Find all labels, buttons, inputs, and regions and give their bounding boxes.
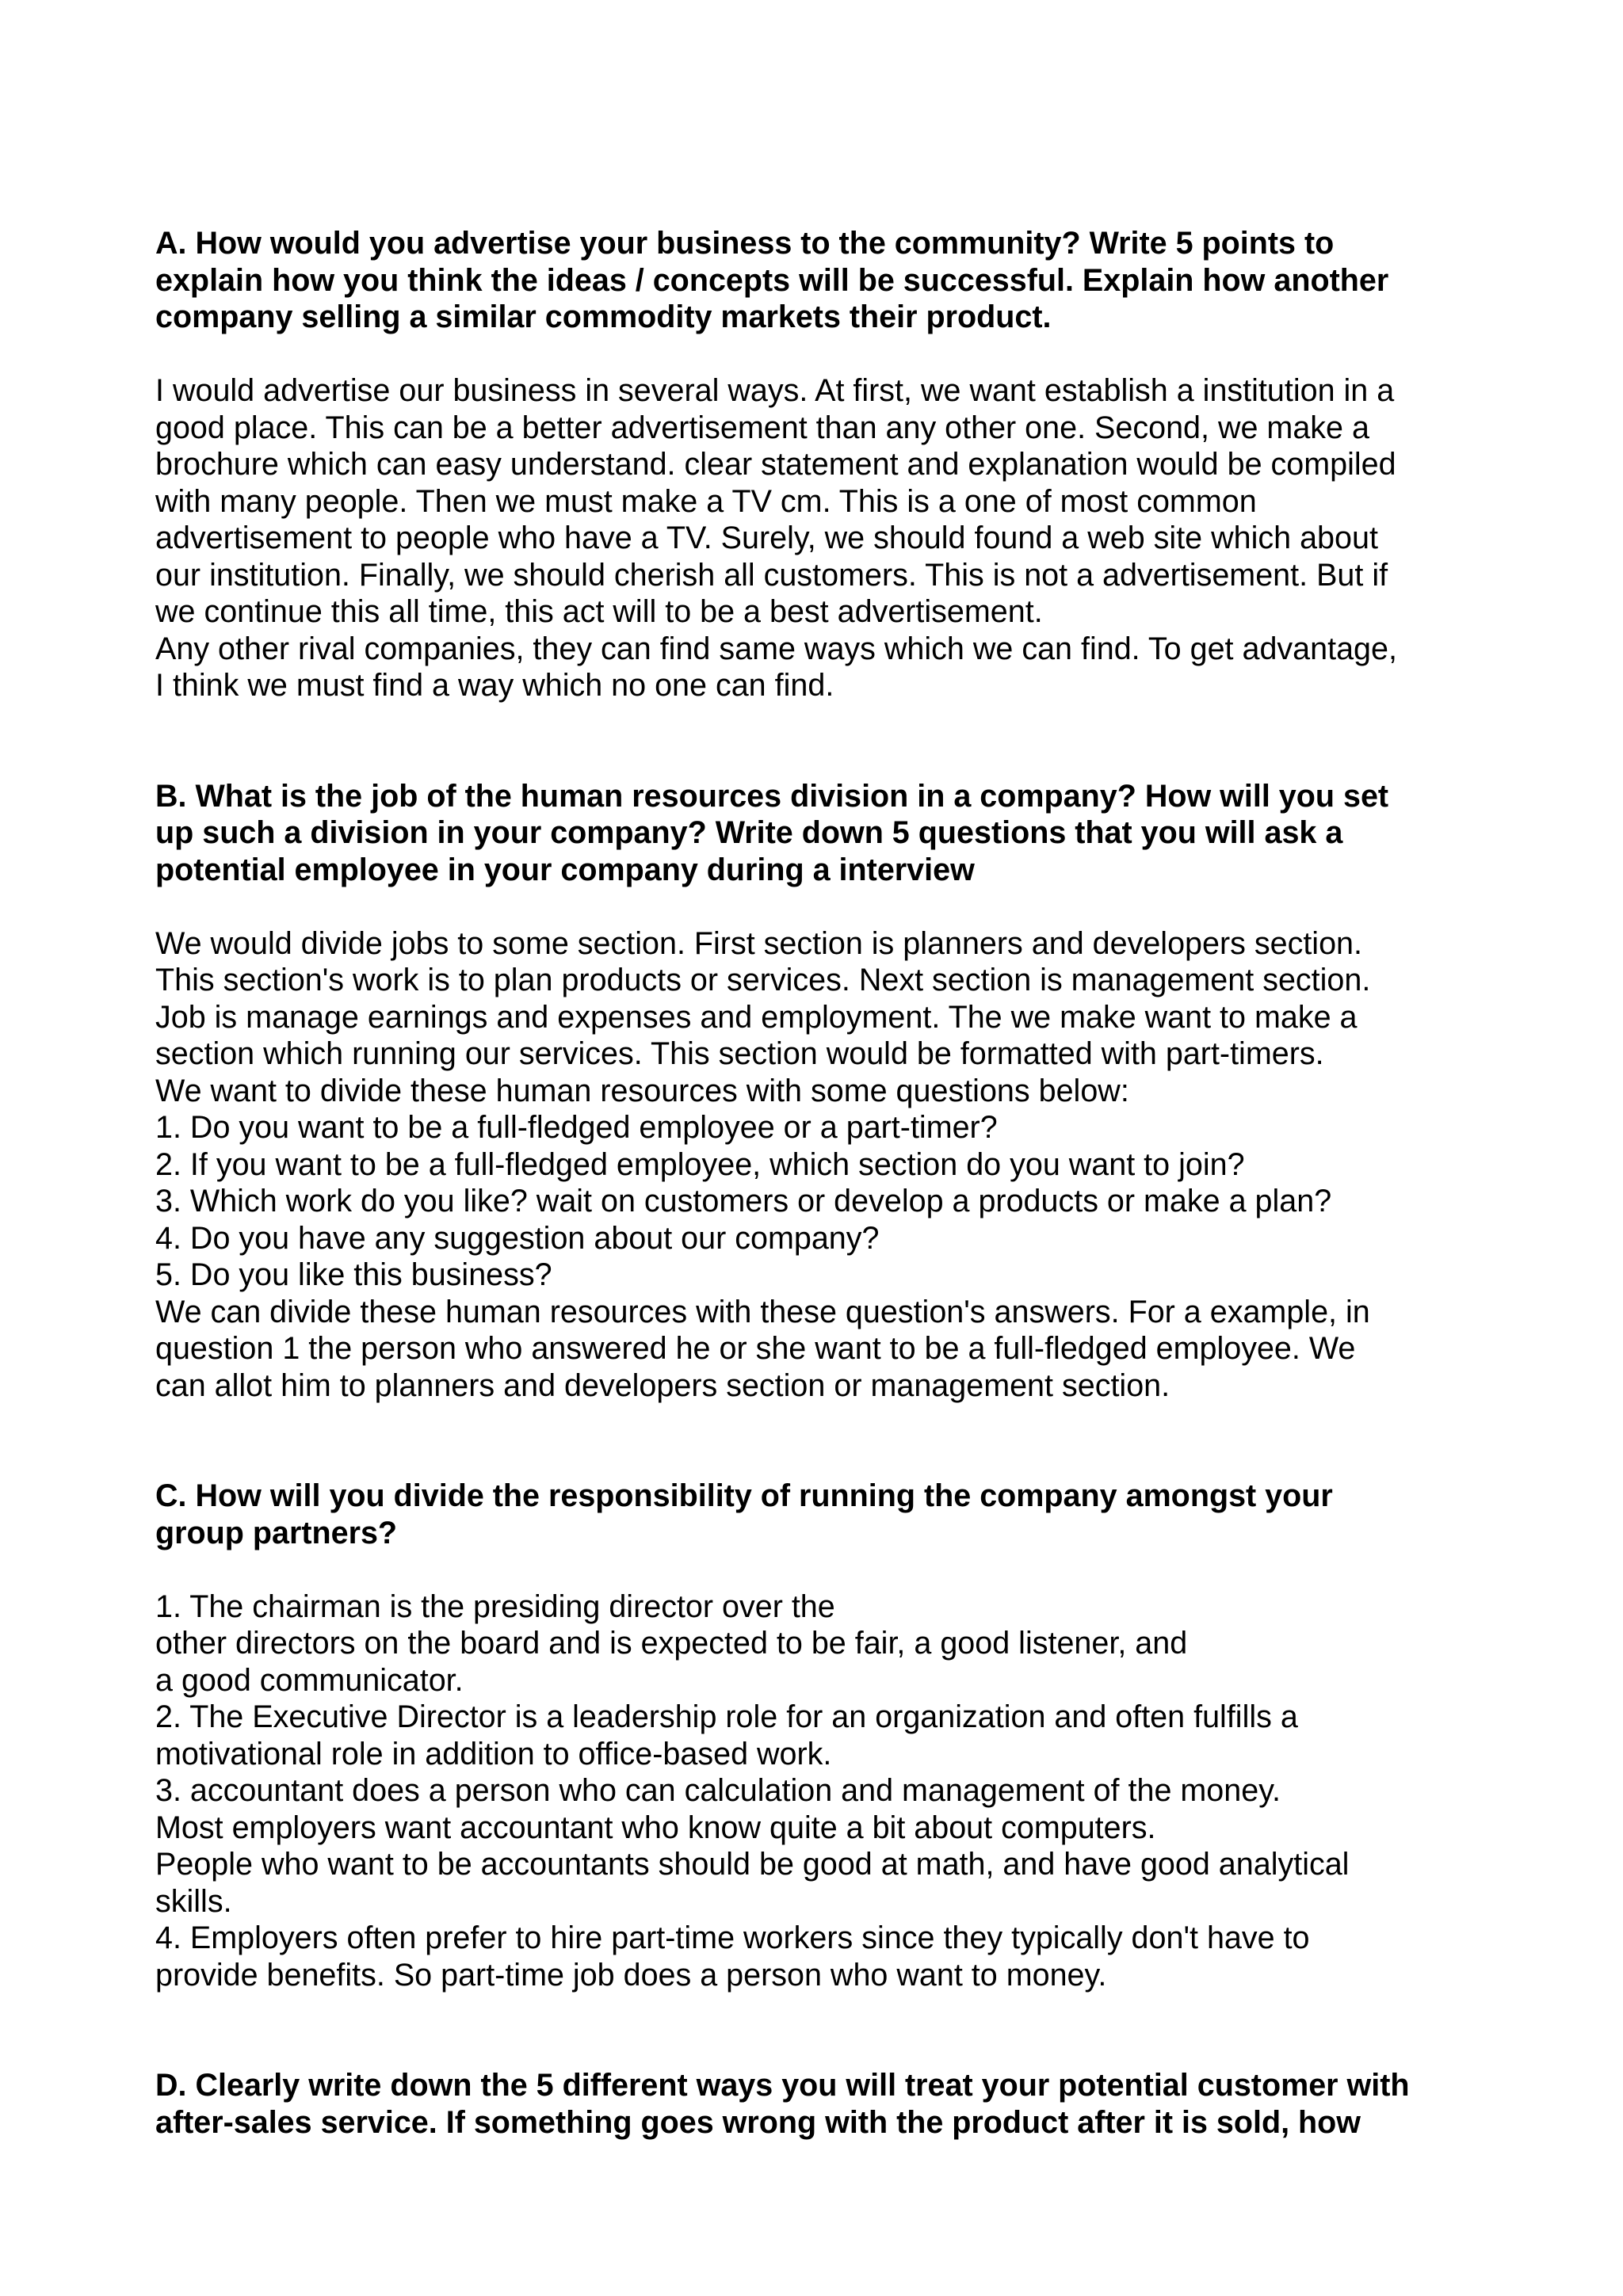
- answer-a-line: I would advertise our business in several ways. At first, we want establish a institution in a: [155, 373, 1395, 408]
- answer-a: [155, 372, 1503, 704]
- question-b-line: up such a division in your company? Write down 5 questions that you will ask a: [155, 815, 1343, 850]
- answer-c-line: motivational role in addition to office-based work.: [155, 1736, 832, 1772]
- question-a-line: explain how you think the ideas / concepts will be successful. Explain how another: [155, 262, 1389, 298]
- answer-c-line: skills.: [155, 1883, 232, 1919]
- answer-a-line: brochure which can easy understand. clear statement and explanation would be compiled: [155, 447, 1396, 482]
- question-c-line: group partners?: [155, 1515, 398, 1550]
- question-a: [155, 225, 1503, 336]
- question-b-line: potential employee in your company during a interview: [155, 852, 975, 887]
- answer-c-line: other directors on the board and is expected to be fair, a good listener, and: [155, 1626, 1188, 1661]
- question-b: [155, 778, 1503, 889]
- answer-b-line: 4. Do you have any suggestion about our company?: [155, 1220, 880, 1256]
- answer-b-line: can allot him to planners and developers section or management section.: [155, 1367, 1170, 1403]
- answer-b-line: We want to divide these human resources with some questions below:: [155, 1073, 1129, 1108]
- question-a-line: A. How would you advertise your business to the community? Write 5 points to: [155, 226, 1335, 261]
- question-d-line: D. Clearly write down the 5 different ways you will treat your potential customer with: [155, 2068, 1410, 2103]
- section-d: [155, 2067, 1503, 2141]
- answer-a-line: with many people. Then we must make a TV cm. This is a one of most common: [155, 483, 1257, 519]
- answer-b-line: 3. Which work do you like? wait on customers or develop a products or make a plan?: [155, 1184, 1332, 1219]
- answer-b-line: 1. Do you want to be a full-fledged employee or a part-timer?: [155, 1110, 998, 1145]
- answer-b-line: We can divide these human resources with these question's answers. For a example, in: [155, 1294, 1370, 1329]
- answer-a-line: we continue this all time, this act will to be a best advertisement.: [155, 594, 1043, 629]
- answer-c-line: provide benefits. So part-time job does a person who want to money.: [155, 1957, 1107, 1993]
- answer-b-line: section which running our services. This section would be formatted with part-timers.: [155, 1036, 1324, 1071]
- answer-a-line: Any other rival companies, they can find same ways which we can find. To get advantage,: [155, 631, 1397, 666]
- answer-b: [155, 925, 1503, 1405]
- question-b-line: B. What is the job of the human resources division in a company? How will you set: [155, 778, 1389, 814]
- question-d-line: after-sales service. If something goes wrong with the product after it is sold, how: [155, 2104, 1361, 2140]
- answer-b-line: 5. Do you like this business?: [155, 1257, 552, 1292]
- section-b: [155, 778, 1503, 1405]
- question-a-line: company selling a similar commodity markets their product.: [155, 299, 1052, 334]
- answer-a-line: I think we must find a way which no one can find.: [155, 668, 834, 703]
- answer-c-line: 4. Employers often prefer to hire part-time workers since they typically don't have to: [155, 1920, 1310, 1955]
- answer-c-line: 1. The chairman is the presiding director over the: [155, 1589, 835, 1624]
- answer-a-line: good place. This can be a better advertisement than any other one. Second, we make a: [155, 410, 1369, 445]
- section-a: [155, 225, 1503, 704]
- answer-c-line: People who want to be accountants should be good at math, and have good analytical: [155, 1847, 1350, 1882]
- answer-b-line: Job is manage earnings and expenses and employment. The we make want to make a: [155, 999, 1358, 1035]
- answer-c-line: 2. The Executive Director is a leadership role for an organization and often fulfills a: [155, 1699, 1298, 1734]
- question-c: [155, 1478, 1503, 1551]
- answer-c-line: Most employers want accountant who know quite a bit about computers.: [155, 1810, 1156, 1845]
- answer-a-line: advertisement to people who have a TV. Surely, we should found a web site which about: [155, 521, 1378, 555]
- answer-b-line: 2. If you want to be a full-fledged employee, which section do you want to join?: [155, 1146, 1245, 1182]
- answer-a-line: our institution. Finally, we should cherish all customers. This is not a advertisement. But if: [155, 557, 1388, 593]
- answer-c: [155, 1589, 1503, 1994]
- question-d: [155, 2067, 1503, 2141]
- question-c-line: C. How will you divide the responsibility of running the company amongst your: [155, 1478, 1333, 1513]
- answer-c-line: a good communicator.: [155, 1662, 464, 1698]
- answer-b-line: We would divide jobs to some section. First section is planners and developers section.: [155, 925, 1362, 961]
- answer-c-line: 3. accountant does a person who can calculation and management of the money.: [155, 1773, 1281, 1808]
- document-page: [155, 225, 1503, 2141]
- answer-b-line: This section's work is to plan products or services. Next section is management section.: [155, 963, 1371, 997]
- section-c: [155, 1478, 1503, 1993]
- answer-b-line: question 1 the person who answered he or she want to be a full-fledged employee. We: [155, 1331, 1356, 1366]
